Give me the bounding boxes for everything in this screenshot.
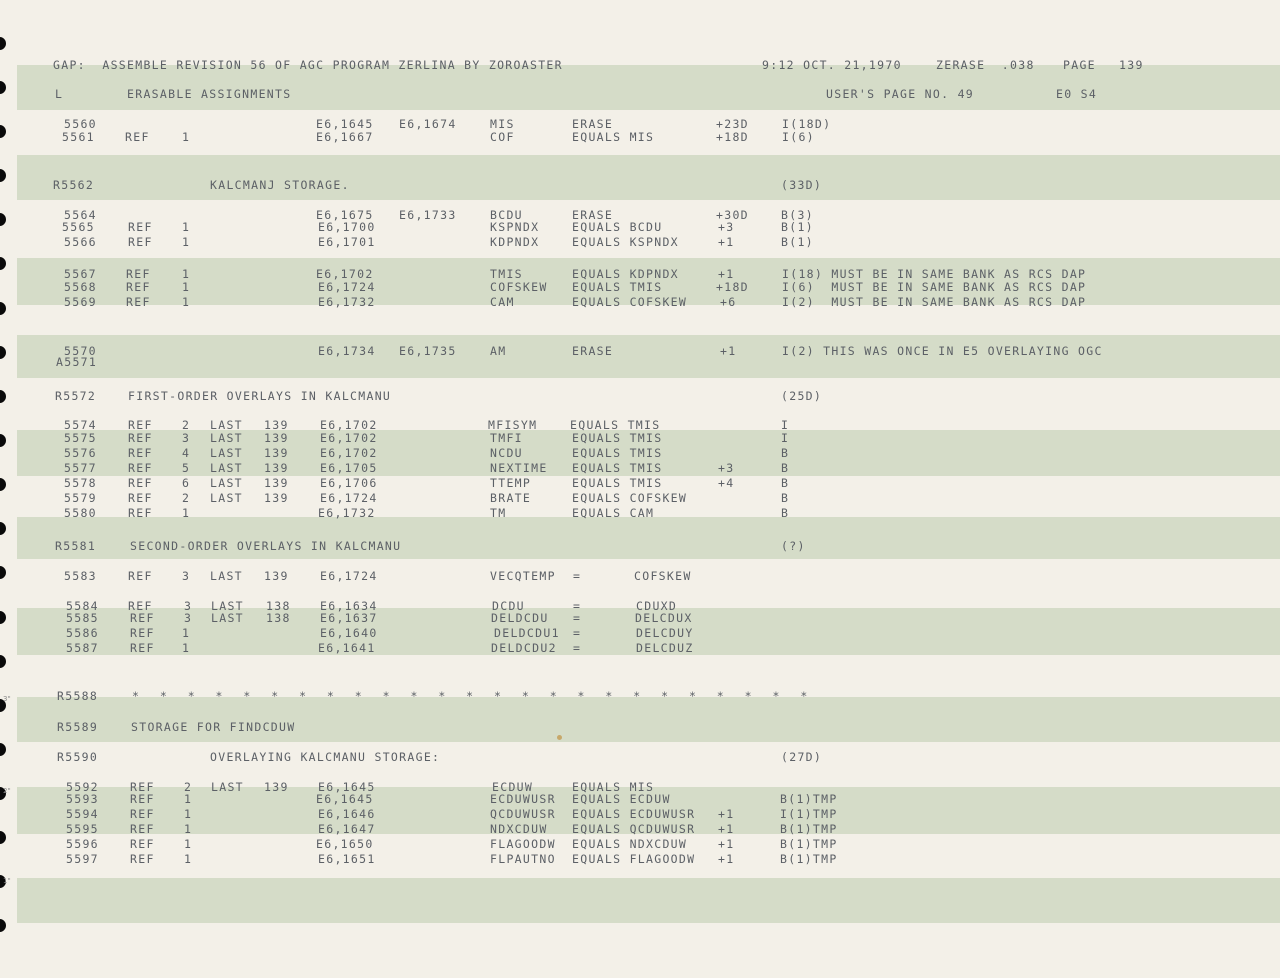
ref-count: 1 bbox=[182, 130, 191, 144]
equated-value: COFSKEW bbox=[634, 569, 692, 583]
operation: ERASE bbox=[572, 344, 614, 358]
ruler-mark: 2" bbox=[3, 787, 11, 795]
line-number: 5576 bbox=[64, 446, 97, 460]
ref-label: REF bbox=[128, 446, 153, 460]
operation: EQUALS COFSKEW bbox=[572, 295, 688, 309]
ref-label: REF bbox=[126, 280, 151, 294]
comment: B(1)TMP bbox=[780, 852, 838, 866]
operation: EQUALS NDXCDUW bbox=[572, 837, 688, 851]
address: E6,1700 bbox=[318, 220, 376, 234]
ref-label: REF bbox=[128, 431, 153, 445]
operation: EQUALS ECDUWUSR bbox=[572, 807, 696, 821]
line-number: 5587 bbox=[66, 641, 99, 655]
listing-row bbox=[0, 418, 1280, 432]
remark-text: KALCMANJ STORAGE. bbox=[210, 178, 350, 192]
operation: EQUALS TMIS bbox=[572, 476, 663, 490]
address: E6,1701 bbox=[318, 235, 376, 249]
comment: I(18) MUST BE IN SAME BANK AS RCS DAP bbox=[782, 267, 1087, 281]
ref-count: 2 bbox=[184, 780, 193, 794]
ref-count: 1 bbox=[184, 792, 193, 806]
symbol: MIS bbox=[490, 117, 515, 131]
increment: +18D bbox=[716, 280, 749, 294]
address: E6,1734 bbox=[318, 344, 376, 358]
comment: I(6) bbox=[782, 130, 815, 144]
ref-label: REF bbox=[128, 491, 153, 505]
header-title: GAP: ASSEMBLE REVISION 56 OF AGC PROGRAM ZERLINA BY ZOROASTER bbox=[53, 58, 563, 72]
comment: I bbox=[781, 431, 790, 445]
remark-row bbox=[0, 539, 1280, 553]
symbol: FLAGOODW bbox=[490, 837, 556, 851]
comment: B(1) bbox=[781, 235, 814, 249]
operation: EQUALS BCDU bbox=[572, 220, 663, 234]
paper-stain bbox=[557, 735, 562, 740]
remark-row bbox=[0, 750, 1280, 764]
operation: EQUALS COFSKEW bbox=[572, 491, 688, 505]
listing-row bbox=[0, 822, 1280, 836]
address: E6,1702 bbox=[320, 446, 378, 460]
last-page: 139 bbox=[264, 461, 289, 475]
line-number: 5595 bbox=[66, 822, 99, 836]
operation: EQUALS TMIS bbox=[572, 431, 663, 445]
operation: EQUALS MIS bbox=[572, 780, 655, 794]
last-label: LAST bbox=[210, 476, 243, 490]
symbol: DELDCDU2 bbox=[491, 641, 557, 655]
operation: EQUALS ECDUW bbox=[572, 792, 671, 806]
listing-row bbox=[0, 506, 1280, 520]
operation: EQUALS TMIS bbox=[572, 280, 663, 294]
symbol: BCDU bbox=[490, 208, 523, 222]
ref-label: REF bbox=[126, 295, 151, 309]
line-number: R5581 bbox=[55, 539, 97, 553]
symbol: NEXTIME bbox=[490, 461, 548, 475]
line-number: A5571 bbox=[56, 355, 98, 369]
comment: B bbox=[781, 446, 790, 460]
ref-label: REF bbox=[128, 476, 153, 490]
last-label: LAST bbox=[210, 461, 243, 475]
remark-text: OVERLAYING KALCMANU STORAGE: bbox=[210, 750, 441, 764]
line-number: 5574 bbox=[64, 418, 97, 432]
ref-label: REF bbox=[130, 807, 155, 821]
comment: B(1)TMP bbox=[780, 837, 838, 851]
ref-count: 4 bbox=[182, 446, 191, 460]
line-number: 5578 bbox=[64, 476, 97, 490]
symbol: AM bbox=[490, 344, 507, 358]
symbol: COFSKEW bbox=[490, 280, 548, 294]
paper-band bbox=[17, 878, 1280, 923]
ref-label: REF bbox=[125, 130, 150, 144]
increment: +1 bbox=[718, 267, 735, 281]
address: E6,1641 bbox=[318, 641, 376, 655]
address: E6,1647 bbox=[318, 822, 376, 836]
comment: B bbox=[781, 491, 790, 505]
line-number: 5583 bbox=[64, 569, 97, 583]
increment: +1 bbox=[718, 822, 735, 836]
address: E6,1637 bbox=[320, 611, 378, 625]
listing-row bbox=[0, 626, 1280, 640]
increment: +30D bbox=[716, 208, 749, 222]
equated-value: DELCDUX bbox=[635, 611, 693, 625]
line-number: 5577 bbox=[64, 461, 97, 475]
line-number: 5585 bbox=[66, 611, 99, 625]
ruler-mark: 3" bbox=[3, 695, 11, 703]
comment: B(1)TMP bbox=[780, 792, 838, 806]
ref-count: 1 bbox=[182, 295, 191, 309]
symbol: KDPNDX bbox=[490, 235, 540, 249]
address: E6,1646 bbox=[318, 807, 376, 821]
last-label: LAST bbox=[211, 599, 244, 613]
listing-row bbox=[0, 130, 1280, 144]
address: E6,1645 bbox=[318, 780, 376, 794]
address: E6,1650 bbox=[316, 837, 374, 851]
symbol: TMFI bbox=[490, 431, 523, 445]
symbol: DCDU bbox=[492, 599, 525, 613]
comment: (33D) bbox=[781, 178, 823, 192]
address: E6,1675 bbox=[316, 208, 374, 222]
symbol: COF bbox=[490, 130, 515, 144]
header-page-label: PAGE bbox=[1063, 58, 1096, 72]
increment: +1 bbox=[718, 852, 735, 866]
ref-label: REF bbox=[128, 569, 153, 583]
ref-count: 3 bbox=[182, 431, 191, 445]
symbol: NCDU bbox=[490, 446, 523, 460]
ref-count: 1 bbox=[184, 837, 193, 851]
operation: EQUALS KDPNDX bbox=[572, 267, 679, 281]
remark-text: FIRST-ORDER OVERLAYS IN KALCMANU bbox=[128, 389, 392, 403]
line-number: 5596 bbox=[66, 837, 99, 851]
increment: +6 bbox=[720, 295, 737, 309]
line-number: 5597 bbox=[66, 852, 99, 866]
operation: EQUALS KSPNDX bbox=[572, 235, 679, 249]
last-label: LAST bbox=[210, 446, 243, 460]
ref-label: REF bbox=[130, 792, 155, 806]
operation: = bbox=[573, 611, 582, 625]
ref-count: 1 bbox=[182, 280, 191, 294]
last-page: 139 bbox=[264, 476, 289, 490]
ref-count: 1 bbox=[184, 822, 193, 836]
ref-count: 1 bbox=[182, 267, 191, 281]
ref-count: 1 bbox=[182, 235, 191, 249]
ref-count: 1 bbox=[184, 852, 193, 866]
operation: EQUALS TMIS bbox=[572, 446, 663, 460]
last-label: LAST bbox=[210, 491, 243, 505]
ref-label: REF bbox=[128, 418, 153, 432]
line-number: 5568 bbox=[64, 280, 97, 294]
operation: EQUALS MIS bbox=[572, 130, 655, 144]
line-number: 5564 bbox=[64, 208, 97, 222]
remark-text: STORAGE FOR FINDCDUW bbox=[131, 720, 296, 734]
listing-row bbox=[0, 235, 1280, 249]
line-number: 5579 bbox=[64, 491, 97, 505]
address: E6,1702 bbox=[320, 431, 378, 445]
listing-row bbox=[0, 461, 1280, 475]
remark-row bbox=[0, 720, 1280, 734]
comment: B(3) bbox=[781, 208, 814, 222]
ref-count: 1 bbox=[184, 807, 193, 821]
ref-label: REF bbox=[130, 611, 155, 625]
increment: +1 bbox=[718, 837, 735, 851]
address: E6,1645 bbox=[316, 792, 374, 806]
symbol: TTEMP bbox=[490, 476, 532, 490]
remark-text: * * * * * * * * * * * * * * * * * * * * * * * * * bbox=[132, 689, 815, 703]
line-number: 5594 bbox=[66, 807, 99, 821]
listing-row bbox=[0, 491, 1280, 505]
address: E6,1706 bbox=[320, 476, 378, 490]
comment: I(6) MUST BE IN SAME BANK AS RCS DAP bbox=[782, 280, 1087, 294]
symbol: MFISYM bbox=[488, 418, 538, 432]
last-page: 138 bbox=[266, 611, 291, 625]
ref-count: 2 bbox=[182, 491, 191, 505]
line-number: 5567 bbox=[64, 267, 97, 281]
ref-label: REF bbox=[130, 822, 155, 836]
operation: = bbox=[573, 599, 582, 613]
comment: B bbox=[781, 506, 790, 520]
line-number: R5572 bbox=[55, 389, 97, 403]
symbol: QCDUWUSR bbox=[490, 807, 556, 821]
last-page: 139 bbox=[264, 431, 289, 445]
ref-count: 1 bbox=[182, 220, 191, 234]
operation: = bbox=[573, 569, 582, 583]
line-number: 5560 bbox=[64, 117, 97, 131]
feed-hole bbox=[0, 37, 6, 50]
last-page: 139 bbox=[264, 780, 289, 794]
address: E6,1634 bbox=[320, 599, 378, 613]
listing-row bbox=[0, 267, 1280, 281]
listing-row bbox=[0, 355, 1280, 369]
address-end: E6,1733 bbox=[399, 208, 457, 222]
increment: +3 bbox=[718, 220, 735, 234]
line-number: 5570 bbox=[64, 344, 97, 358]
listing-row bbox=[0, 431, 1280, 445]
address: E6,1651 bbox=[318, 852, 376, 866]
last-label: LAST bbox=[210, 418, 243, 432]
ref-label: REF bbox=[130, 852, 155, 866]
comment: I(18D) bbox=[782, 117, 832, 131]
operation: = bbox=[573, 641, 582, 655]
comment: (25D) bbox=[781, 389, 823, 403]
users-page-number: USER'S PAGE NO. 49 bbox=[826, 87, 975, 101]
comment: B(1) bbox=[781, 220, 814, 234]
address-end: E6,1674 bbox=[399, 117, 457, 131]
listing-row bbox=[0, 117, 1280, 131]
equated-value: CDUXD bbox=[636, 599, 678, 613]
comment: B bbox=[781, 476, 790, 490]
address: E6,1702 bbox=[316, 267, 374, 281]
listing-header bbox=[0, 58, 1280, 72]
section-code: E0 S4 bbox=[1056, 87, 1098, 101]
address: E6,1640 bbox=[320, 626, 378, 640]
symbol: DELDCDU bbox=[491, 611, 549, 625]
symbol: BRATE bbox=[490, 491, 532, 505]
line-number: R5589 bbox=[57, 720, 99, 734]
symbol: KSPNDX bbox=[490, 220, 540, 234]
ref-count: 1 bbox=[182, 626, 191, 640]
remark-row bbox=[0, 389, 1280, 403]
equated-value: DELCDUZ bbox=[636, 641, 694, 655]
listing-row bbox=[0, 280, 1280, 294]
symbol: TM bbox=[490, 506, 507, 520]
operation: EQUALS FLAGOODW bbox=[572, 852, 696, 866]
increment: +1 bbox=[720, 344, 737, 358]
address: E6,1724 bbox=[320, 569, 378, 583]
address: E6,1667 bbox=[316, 130, 374, 144]
address: E6,1732 bbox=[318, 295, 376, 309]
comment: B(1)TMP bbox=[780, 822, 838, 836]
last-label: LAST bbox=[210, 431, 243, 445]
line-number: R5562 bbox=[53, 178, 95, 192]
ref-count: 1 bbox=[182, 506, 191, 520]
symbol: TMIS bbox=[490, 267, 523, 281]
address: E6,1724 bbox=[320, 491, 378, 505]
address: E6,1724 bbox=[318, 280, 376, 294]
listing-row bbox=[0, 641, 1280, 655]
ref-label: REF bbox=[128, 220, 153, 234]
operation: EQUALS QCDUWUSR bbox=[572, 822, 696, 836]
symbol: ECDUW bbox=[492, 780, 534, 794]
ref-label: REF bbox=[130, 780, 155, 794]
ref-label: REF bbox=[130, 626, 155, 640]
comment: I(1)TMP bbox=[780, 807, 838, 821]
ref-count: 3 bbox=[182, 569, 191, 583]
last-page: 139 bbox=[264, 446, 289, 460]
increment: +3 bbox=[718, 461, 735, 475]
increment: +1 bbox=[718, 807, 735, 821]
listing-row bbox=[0, 476, 1280, 490]
line-number: 5569 bbox=[64, 295, 97, 309]
symbol: CAM bbox=[490, 295, 515, 309]
last-label: LAST bbox=[211, 780, 244, 794]
line-number: 5566 bbox=[64, 235, 97, 249]
last-page: 139 bbox=[264, 418, 289, 432]
listing-row bbox=[0, 569, 1280, 583]
header-page-number: 139 bbox=[1119, 58, 1144, 72]
header-job: ZERASE .038 bbox=[936, 58, 1035, 72]
increment: +23D bbox=[716, 117, 749, 131]
listing-subheader bbox=[0, 87, 1280, 101]
remark-text: SECOND-ORDER OVERLAYS IN KALCMANU bbox=[130, 539, 402, 553]
ref-count: 5 bbox=[182, 461, 191, 475]
equated-value: DELCDUY bbox=[636, 626, 694, 640]
line-number: 5565 bbox=[62, 220, 95, 234]
ref-label: REF bbox=[128, 235, 153, 249]
line-number: 5584 bbox=[66, 599, 99, 613]
line-number: 5561 bbox=[62, 130, 95, 144]
line-number: 5580 bbox=[64, 506, 97, 520]
comment: I(2) THIS WAS ONCE IN E5 OVERLAYING OGC bbox=[782, 344, 1103, 358]
listing-row bbox=[0, 220, 1280, 234]
line-number: 5593 bbox=[66, 792, 99, 806]
increment: +18D bbox=[716, 130, 749, 144]
last-page: 138 bbox=[266, 599, 291, 613]
comment: B bbox=[781, 461, 790, 475]
last-label: LAST bbox=[211, 611, 244, 625]
listing-row bbox=[0, 446, 1280, 460]
line-number: 5592 bbox=[66, 780, 99, 794]
line-number: R5588 bbox=[57, 689, 99, 703]
increment: +4 bbox=[718, 476, 735, 490]
last-page: 139 bbox=[264, 569, 289, 583]
listing-row bbox=[0, 807, 1280, 821]
address: E6,1702 bbox=[320, 418, 378, 432]
operation: EQUALS TMIS bbox=[570, 418, 661, 432]
increment: +1 bbox=[718, 235, 735, 249]
symbol: NDXCDUW bbox=[490, 822, 548, 836]
ref-label: REF bbox=[130, 641, 155, 655]
ref-label: REF bbox=[126, 267, 151, 281]
ref-count: 3 bbox=[184, 611, 193, 625]
operation: ERASE bbox=[572, 208, 614, 222]
remark-row bbox=[0, 178, 1280, 192]
listing-row bbox=[0, 852, 1280, 866]
symbol: FLPAUTNO bbox=[490, 852, 556, 866]
comment: (27D) bbox=[781, 750, 823, 764]
operation: ERASE bbox=[572, 117, 614, 131]
last-label: LAST bbox=[210, 569, 243, 583]
ref-count: 1 bbox=[182, 641, 191, 655]
operation: EQUALS CAM bbox=[572, 506, 655, 520]
remark-row bbox=[0, 689, 1280, 703]
operation: = bbox=[573, 626, 582, 640]
last-page: 139 bbox=[264, 491, 289, 505]
ref-label: REF bbox=[128, 599, 153, 613]
listing-row bbox=[0, 295, 1280, 309]
address: E6,1645 bbox=[316, 117, 374, 131]
subheader-flag: L bbox=[55, 87, 64, 101]
symbol: VECQTEMP bbox=[490, 569, 556, 583]
address: E6,1705 bbox=[320, 461, 378, 475]
header-timestamp: 9:12 OCT. 21,1970 bbox=[762, 58, 902, 72]
symbol: DELDCDU1 bbox=[494, 626, 560, 640]
comment: I bbox=[781, 418, 790, 432]
line-number: 5575 bbox=[64, 431, 97, 445]
listing-row bbox=[0, 792, 1280, 806]
ref-count: 3 bbox=[184, 599, 193, 613]
address-end: E6,1735 bbox=[399, 344, 457, 358]
ref-label: REF bbox=[128, 461, 153, 475]
ref-count: 6 bbox=[182, 476, 191, 490]
listing-row bbox=[0, 611, 1280, 625]
symbol: ECDUWUSR bbox=[490, 792, 556, 806]
address: E6,1732 bbox=[318, 506, 376, 520]
comment: I(2) MUST BE IN SAME BANK AS RCS DAP bbox=[782, 295, 1087, 309]
line-number: R5590 bbox=[57, 750, 99, 764]
operation: EQUALS TMIS bbox=[572, 461, 663, 475]
comment: (?) bbox=[781, 539, 806, 553]
ref-label: REF bbox=[128, 506, 153, 520]
listing-row bbox=[0, 837, 1280, 851]
ref-count: 2 bbox=[182, 418, 191, 432]
ruler-mark: 1" bbox=[3, 877, 11, 885]
section-title: ERASABLE ASSIGNMENTS bbox=[127, 87, 292, 101]
line-number: 5586 bbox=[66, 626, 99, 640]
ref-label: REF bbox=[130, 837, 155, 851]
